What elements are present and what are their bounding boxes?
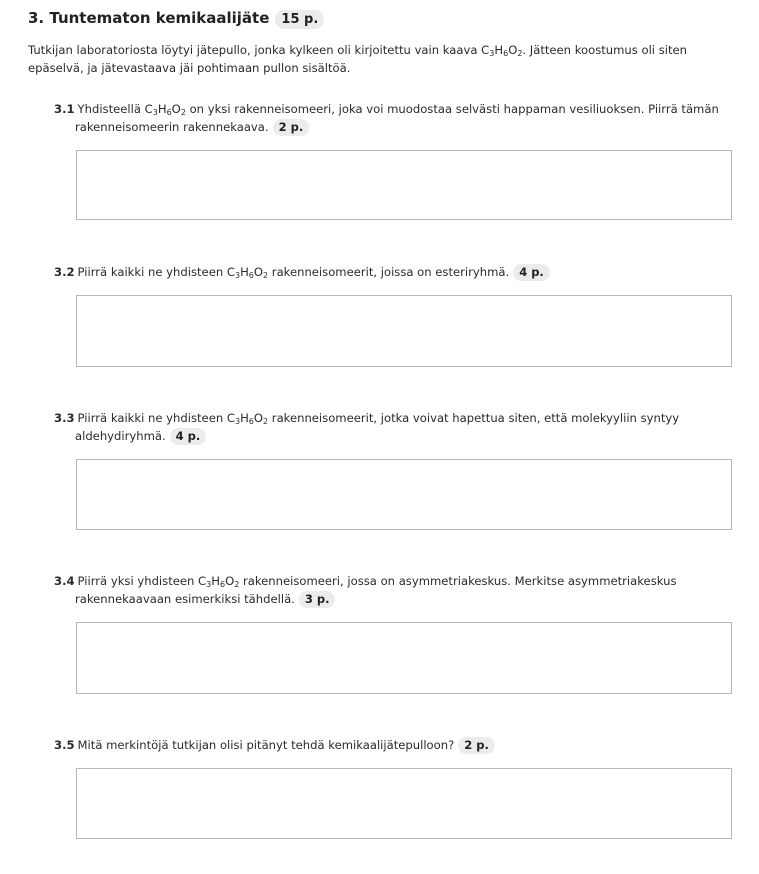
question-text: Piirrä kaikki ne yhdisteen	[77, 411, 224, 425]
answer-box-3-5[interactable]	[76, 768, 732, 839]
question-3-1	[54, 100, 734, 136]
answer-box-3-2[interactable]	[76, 295, 732, 367]
intro-text: Tutkijan laboratoriosta löytyi jätepullo, jonka kylkeen oli kirjoitettu vain kaava	[28, 43, 478, 57]
question-3-2	[54, 263, 734, 281]
points-badge: 4 p.	[170, 428, 207, 445]
question-text: Piirrä yksi yhdisteen	[77, 574, 195, 588]
question-text: rakennekaavaan esimerkiksi tähdellä.	[75, 592, 295, 606]
points-badge: 2 p.	[273, 119, 310, 136]
points-badge: 2 p.	[458, 737, 495, 754]
question-text: rakenneisomeerit, joissa on esteriryhmä.	[271, 265, 510, 279]
question-text: Yhdisteellä	[77, 102, 141, 116]
answer-box-3-4[interactable]	[76, 622, 732, 694]
question-3-5	[54, 736, 734, 754]
formula: $C_3H_6O_2$	[144, 102, 186, 117]
question-text: Piirrä kaikki ne yhdisteen	[77, 265, 224, 279]
question-text: rakenneisomeerit, jotka voivat hapettua siten, että molekyyliin syntyy	[271, 411, 680, 425]
task-title	[28, 8, 324, 29]
formula: $C_3H_6O_2$	[198, 574, 240, 589]
formula: $C_3H_6O_2$	[226, 265, 269, 280]
answer-box-3-3[interactable]	[76, 459, 732, 530]
question-number: 3.2	[54, 265, 75, 279]
task-intro	[28, 41, 744, 77]
task-points-badge: 15 p.	[275, 10, 324, 29]
points-badge: 4 p.	[513, 264, 550, 281]
formula: $C_3H_6O_2$	[481, 43, 523, 58]
points-badge: 3 p.	[299, 591, 336, 608]
question-text: rakenneisomeeri, jossa on asymmetriakeskus. Merkitse asymmetriakeskus	[242, 574, 677, 588]
question-text: on yksi rakenneisomeeri, joka voi muodostaa selvästi happaman vesiliuoksen. Piirrä tämän	[189, 102, 719, 116]
question-number: 3.1	[54, 102, 75, 116]
question-text: aldehydiryhmä.	[75, 429, 166, 443]
formula: $C_3H_6O_2$	[226, 411, 269, 426]
question-3-3	[54, 409, 734, 445]
task-title-text: 3. Tuntematon kemikaalijäte	[28, 9, 270, 27]
question-text: rakenneisomeerin rakennekaava.	[75, 120, 269, 134]
question-number: 3.5	[54, 738, 75, 752]
answer-box-3-1[interactable]	[76, 150, 732, 220]
question-number: 3.3	[54, 411, 75, 425]
question-3-4	[54, 572, 734, 608]
question-text: Mitä merkintöjä tutkijan olisi pitänyt tehdä kemikaalijätepulloon?	[77, 738, 455, 752]
question-number: 3.4	[54, 574, 75, 588]
intro-text-2: . Jätteen koostumus oli siten epäselvä, ja jätevastaava jäi pohtimaan pullon sisältöä.	[28, 43, 688, 75]
